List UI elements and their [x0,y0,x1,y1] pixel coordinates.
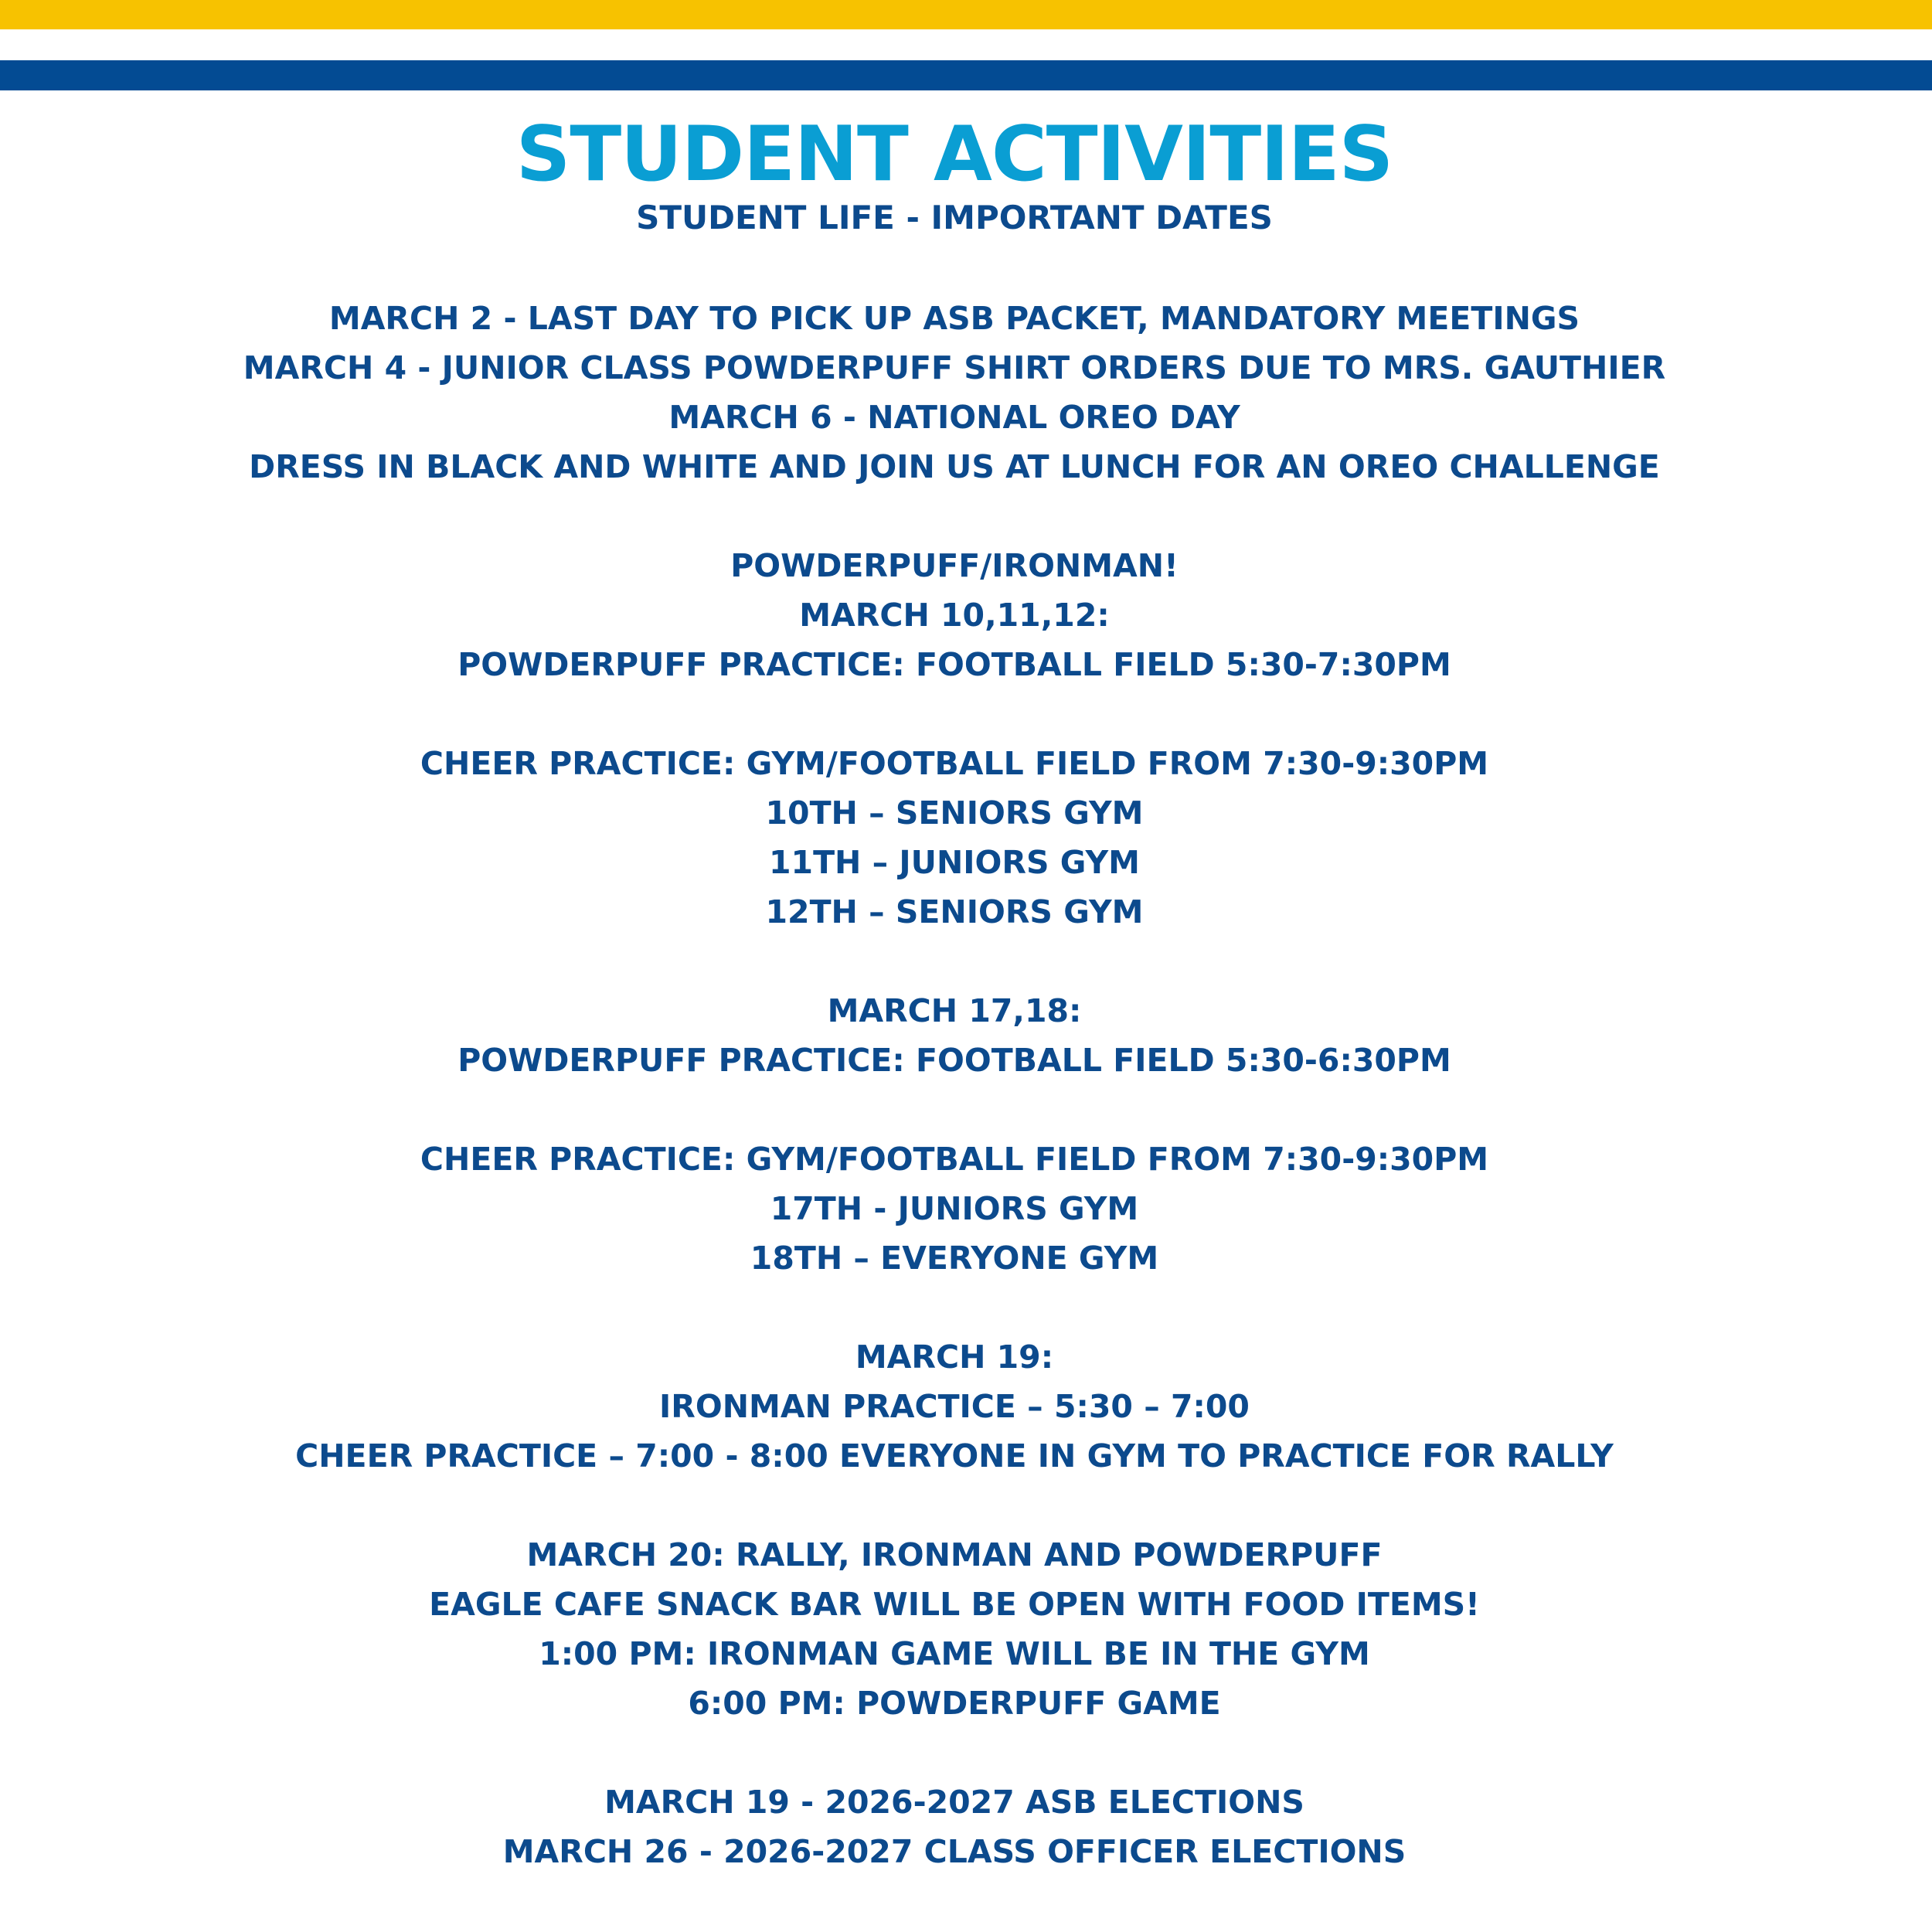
list-item: MARCH 4 - JUNIOR CLASS POWDERPUFF SHIRT ORDERS DUE TO MRS. GAUTHIER [243,349,1666,386]
list-item: CHEER PRACTICE – 7:00 - 8:00 EVERYONE IN GYM TO PRACTICE FOR RALLY [295,1437,1614,1475]
list-item: 1:00 PM: IRONMAN GAME WILL BE IN THE GYM [539,1635,1370,1672]
important-dates-list [0,294,1909,1876]
list-item: POWDERPUFF PRACTICE: FOOTBALL FIELD 5:30-7:30PM [457,646,1451,683]
list-item: 18TH – EVERYONE GYM [750,1240,1159,1277]
list-item: POWDERPUFF PRACTICE: FOOTBALL FIELD 5:30-6:30PM [457,1042,1451,1079]
list-item: CHEER PRACTICE: GYM/FOOTBALL FIELD FROM 7:30-9:30PM [420,745,1489,782]
list-spacer [0,1728,1909,1777]
list-item: CHEER PRACTICE: GYM/FOOTBALL FIELD FROM 7:30-9:30PM [420,1141,1489,1178]
list-item: MARCH 10,11,12: [799,597,1110,634]
list-item: 10TH – SENIORS GYM [765,794,1144,832]
list-spacer [0,1085,1909,1134]
list-item: MARCH 20: RALLY, IRONMAN AND POWDERPUFF [526,1536,1383,1573]
list-item: IRONMAN PRACTICE – 5:30 – 7:00 [659,1388,1250,1425]
top-blue-stripe [0,60,1932,90]
list-item: 6:00 PM: POWDERPUFF GAME [688,1685,1221,1722]
page-title: STUDENT ACTIVITIES [515,111,1393,199]
top-gold-stripe [0,0,1932,29]
list-item: MARCH 17,18: [827,992,1082,1029]
list-item: POWDERPUFF/IRONMAN! [730,547,1179,584]
list-item: MARCH 19 - 2026-2027 ASB ELECTIONS [604,1784,1304,1821]
list-item: 17TH - JUNIORS GYM [770,1190,1139,1227]
list-spacer [0,1283,1909,1332]
list-spacer [0,937,1909,986]
list-spacer [0,492,1909,541]
list-item: MARCH 2 - LAST DAY TO PICK UP ASB PACKET, MANDATORY MEETINGS [328,300,1580,337]
list-item: 11TH – JUNIORS GYM [769,844,1140,881]
list-spacer [0,1481,1909,1530]
page-subtitle: STUDENT LIFE - IMPORTANT DATES [636,199,1273,236]
list-item: EAGLE CAFE SNACK BAR WILL BE OPEN WITH FOOD ITEMS! [429,1586,1480,1623]
list-item: 12TH – SENIORS GYM [765,893,1144,930]
list-item: MARCH 26 - 2026-2027 CLASS OFFICER ELECTIONS [502,1833,1406,1870]
top-white-stripe [0,29,1932,60]
list-item: DRESS IN BLACK AND WHITE AND JOIN US AT LUNCH FOR AN OREO CHALLENGE [249,448,1660,485]
list-item: MARCH 6 - NATIONAL OREO DAY [668,399,1240,436]
list-spacer [0,689,1909,739]
list-item: MARCH 19: [855,1338,1054,1376]
